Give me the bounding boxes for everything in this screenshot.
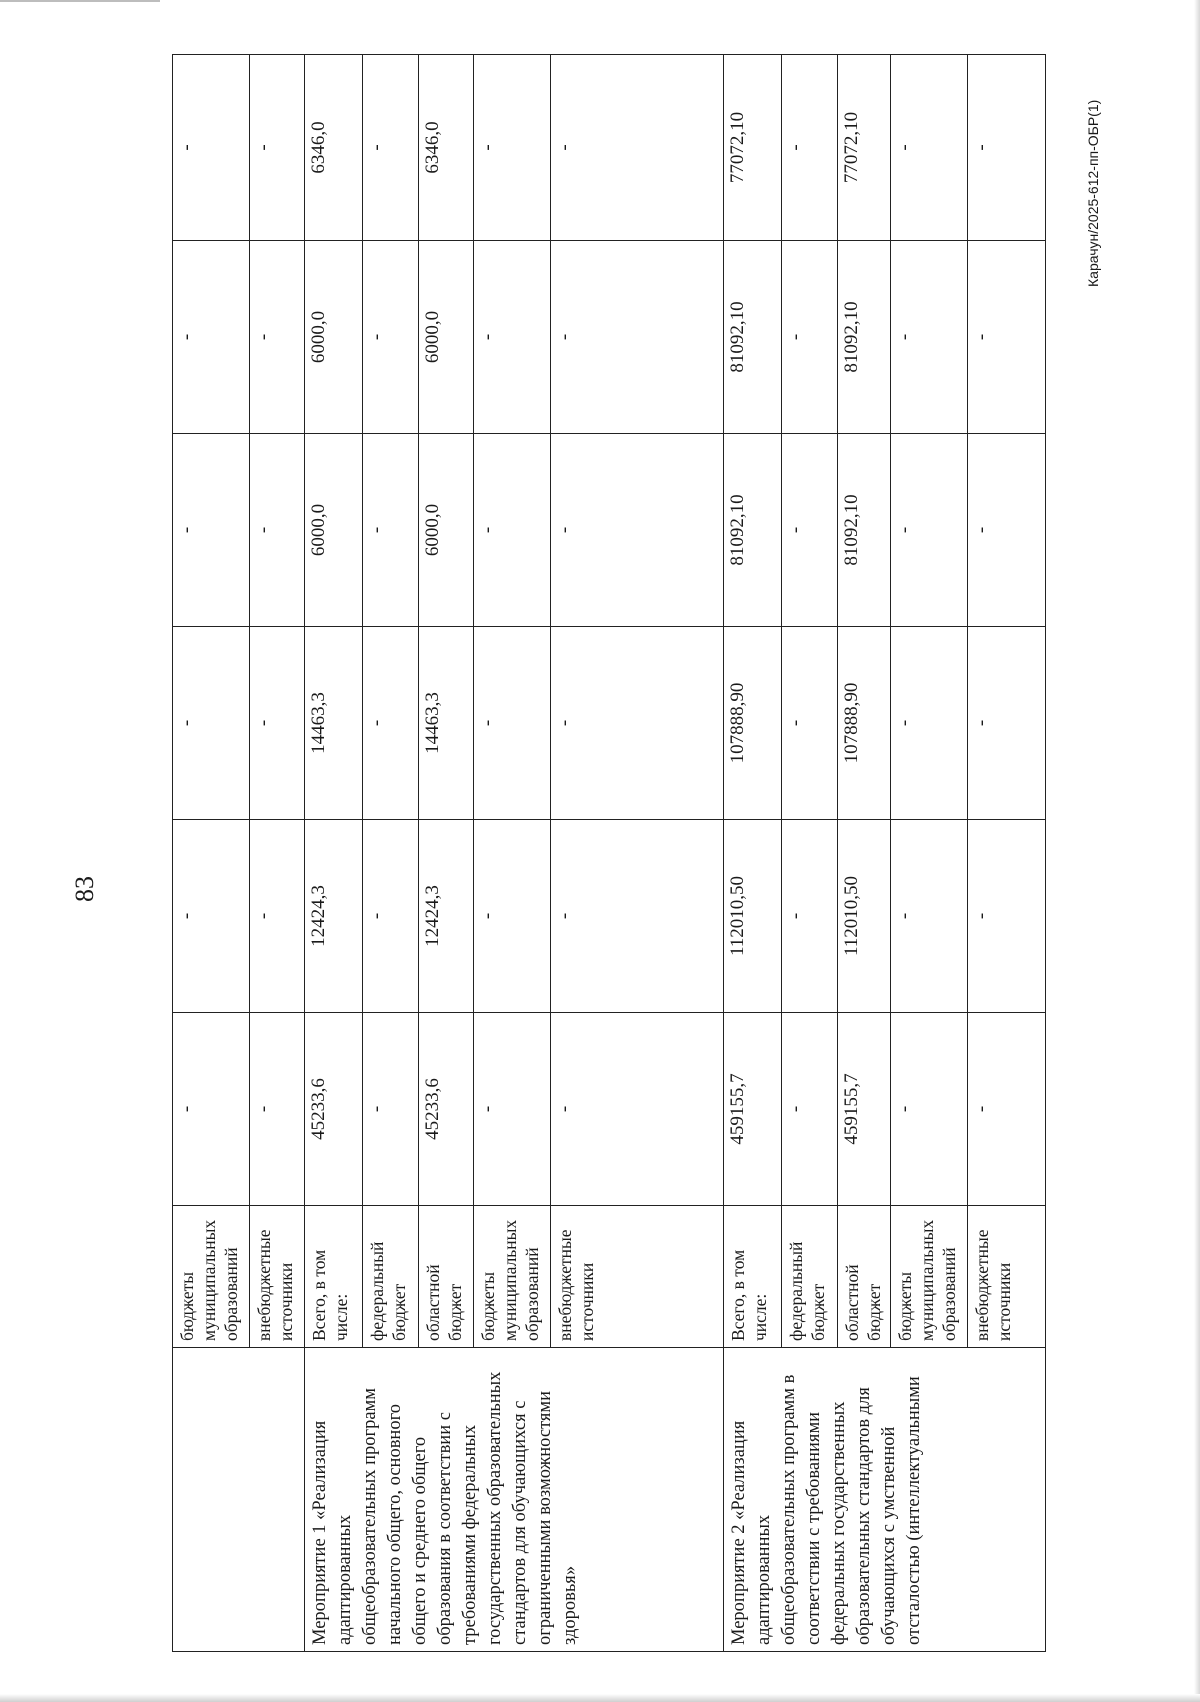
funding-source-cell: бюджеты муниципальных образований (173, 1206, 250, 1348)
table-row (305, 55, 363, 1652)
value-cell: - (968, 820, 1046, 1013)
value-cell: - (363, 820, 419, 1013)
value-cell: 112010,50 (724, 820, 782, 1013)
value-cell: - (363, 434, 419, 627)
budget-table-body (173, 55, 1046, 1652)
value-cell: 81092,10 (724, 434, 782, 627)
value-cell: - (249, 241, 305, 434)
value-cell: - (782, 241, 838, 434)
table-row (173, 55, 250, 1652)
value-cell: 459155,7 (724, 1013, 782, 1206)
value-cell: 77072,10 (837, 55, 891, 241)
value-cell: - (968, 1013, 1046, 1206)
value-cell: - (551, 434, 724, 627)
funding-source-cell: областной бюджет (837, 1206, 891, 1348)
value-cell: - (474, 434, 551, 627)
value-cell: 6346,0 (418, 55, 474, 241)
value-cell: - (363, 1013, 419, 1206)
value-cell: - (363, 241, 419, 434)
value-cell: - (474, 820, 551, 1013)
value-cell: - (782, 434, 838, 627)
value-cell: 107888,90 (724, 627, 782, 820)
value-cell: 77072,10 (724, 55, 782, 241)
value-cell: - (551, 1013, 724, 1206)
value-cell: - (249, 627, 305, 820)
funding-source-cell: бюджеты муниципальных образований (891, 1206, 968, 1348)
funding-source-cell: внебюджетные источники (249, 1206, 305, 1348)
value-cell: 14463,3 (305, 627, 363, 820)
funding-source-cell: внебюджетные источники (551, 1206, 724, 1348)
page-number: 83 (70, 876, 99, 902)
table-row (724, 55, 782, 1652)
value-cell: 6000,0 (418, 241, 474, 434)
value-cell: 81092,10 (837, 434, 891, 627)
value-cell: 107888,90 (837, 627, 891, 820)
value-cell: - (173, 434, 250, 627)
value-cell: - (249, 434, 305, 627)
value-cell: 459155,7 (837, 1013, 891, 1206)
value-cell: 112010,50 (837, 820, 891, 1013)
value-cell: 81092,10 (724, 241, 782, 434)
funding-source-cell: внебюджетные источники (968, 1206, 1046, 1348)
event-name-cell: Мероприятие 2 «Реализация адаптированных общеобразовательных программ в соответствии с требованиями федеральных государственных образовательных стандартов для обучающихся с умственной отсталостью (интеллектуальными (724, 1348, 1046, 1652)
value-cell: - (782, 820, 838, 1013)
document-code: Карачун/2025-612-пп-ОБР(1) (1085, 99, 1101, 287)
event-name-cell: Мероприятие 1 «Реализация адаптированных общеобразовательных программ начального общего, основного общего и среднего общего образования в соответствии с требованиями федеральных государственных образовательных стандартов для обучающихся с ограниченными возможностями здоровья» (305, 1348, 724, 1652)
value-cell: - (891, 55, 968, 241)
value-cell: 81092,10 (837, 241, 891, 434)
value-cell: - (551, 820, 724, 1013)
value-cell: - (891, 1013, 968, 1206)
value-cell: - (782, 55, 838, 241)
value-cell: - (968, 241, 1046, 434)
value-cell: - (249, 820, 305, 1013)
value-cell: 6346,0 (305, 55, 363, 241)
value-cell: 12424,3 (305, 820, 363, 1013)
funding-source-cell: Всего, в том числе: (724, 1206, 782, 1348)
value-cell: - (173, 1013, 250, 1206)
value-cell: - (782, 627, 838, 820)
value-cell: 45233,6 (418, 1013, 474, 1206)
value-cell: - (173, 241, 250, 434)
event-name-cell (173, 1348, 305, 1652)
value-cell: - (363, 55, 419, 241)
value-cell: - (474, 241, 551, 434)
value-cell: - (551, 627, 724, 820)
value-cell: 6000,0 (305, 241, 363, 434)
value-cell: - (891, 434, 968, 627)
funding-source-cell: федеральный бюджет (363, 1206, 419, 1348)
value-cell: - (474, 1013, 551, 1206)
value-cell: - (551, 241, 724, 434)
value-cell: 14463,3 (418, 627, 474, 820)
value-cell: - (968, 627, 1046, 820)
value-cell: - (474, 55, 551, 241)
value-cell: - (173, 820, 250, 1013)
value-cell: - (173, 627, 250, 820)
funding-source-cell: областной бюджет (418, 1206, 474, 1348)
funding-source-cell: федеральный бюджет (782, 1206, 838, 1348)
funding-source-cell: Всего, в том числе: (305, 1206, 363, 1348)
value-cell: - (249, 1013, 305, 1206)
value-cell: 45233,6 (305, 1013, 363, 1206)
value-cell: - (968, 55, 1046, 241)
value-cell: - (782, 1013, 838, 1206)
value-cell: - (363, 627, 419, 820)
budget-table (172, 54, 1046, 1652)
value-cell: - (249, 55, 305, 241)
value-cell: 12424,3 (418, 820, 474, 1013)
value-cell: 6000,0 (418, 434, 474, 627)
value-cell: - (891, 627, 968, 820)
value-cell: - (891, 820, 968, 1013)
value-cell: - (474, 627, 551, 820)
value-cell: - (173, 55, 250, 241)
value-cell: - (891, 241, 968, 434)
funding-source-cell: бюджеты муниципальных образований (474, 1206, 551, 1348)
value-cell: 6000,0 (305, 434, 363, 627)
value-cell: - (968, 434, 1046, 627)
value-cell: - (551, 55, 724, 241)
